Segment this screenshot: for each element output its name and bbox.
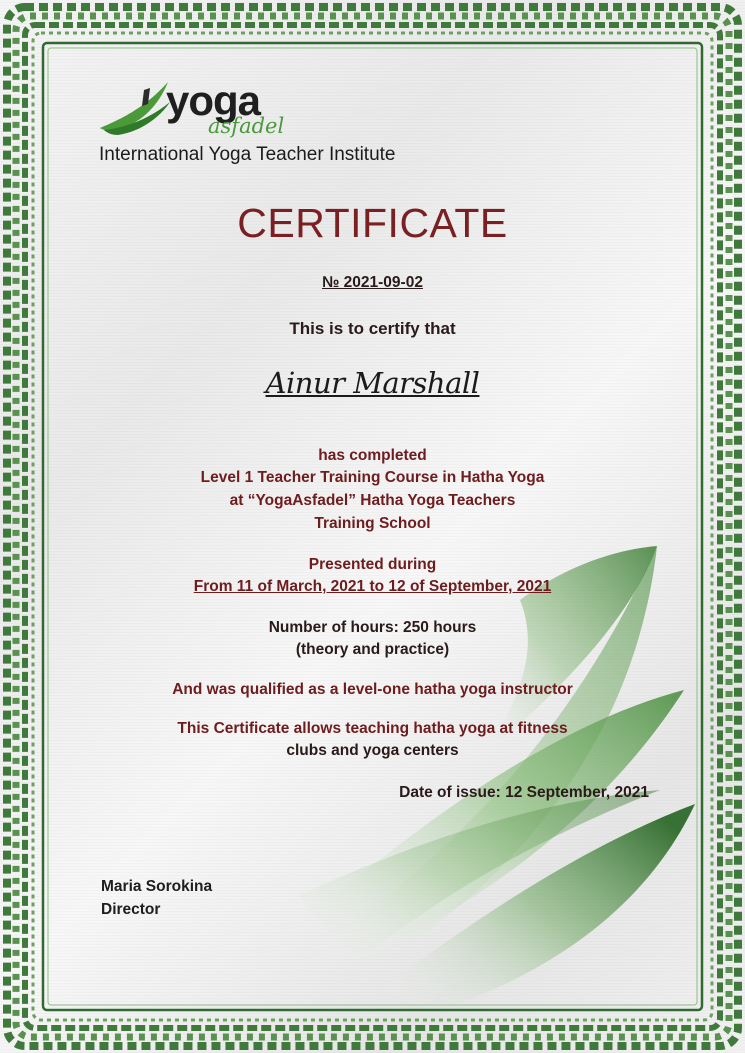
recipient-name: Ainur Marshall [265,366,480,400]
logo-wordmark: yoga [166,77,261,124]
signer-title: Director [101,901,161,918]
allows-line-2: clubs and yoga centers [286,742,459,759]
course-line-3: Training School [314,515,431,532]
certificate-title: CERTIFICATE [237,200,508,246]
issue-date: Date of issue: 12 September, 2021 [399,784,649,801]
qualification-line: And was qualified as a level-one hatha yoga instructor [172,681,573,698]
allows-line-1: This Certificate allows teaching hatha yoga at fitness [177,720,568,737]
hours-line: Number of hours: 250 hours [268,619,477,636]
course-line-1: Level 1 Teacher Training Course in Hatha Yoga [200,469,545,486]
certificate-number: № 2021-09-02 [322,274,423,291]
signer-name: Maria Sorokina [101,878,213,895]
completed-line: has completed [318,447,427,464]
logo-subtitle: asfadel [208,114,285,138]
yoga-asfadel-logo [98,78,298,148]
presented-line: Presented during [308,556,437,573]
course-dates: From 11 of March, 2021 to 12 of September, 2021 [193,578,552,595]
course-line-2: at “YogaAsfadel” Hatha Yoga Teachers [229,492,516,509]
certify-line: This is to certify that [289,319,456,338]
institute-name: International Yoga Teacher Institute [99,144,396,165]
hours-note: (theory and practice) [295,641,450,658]
